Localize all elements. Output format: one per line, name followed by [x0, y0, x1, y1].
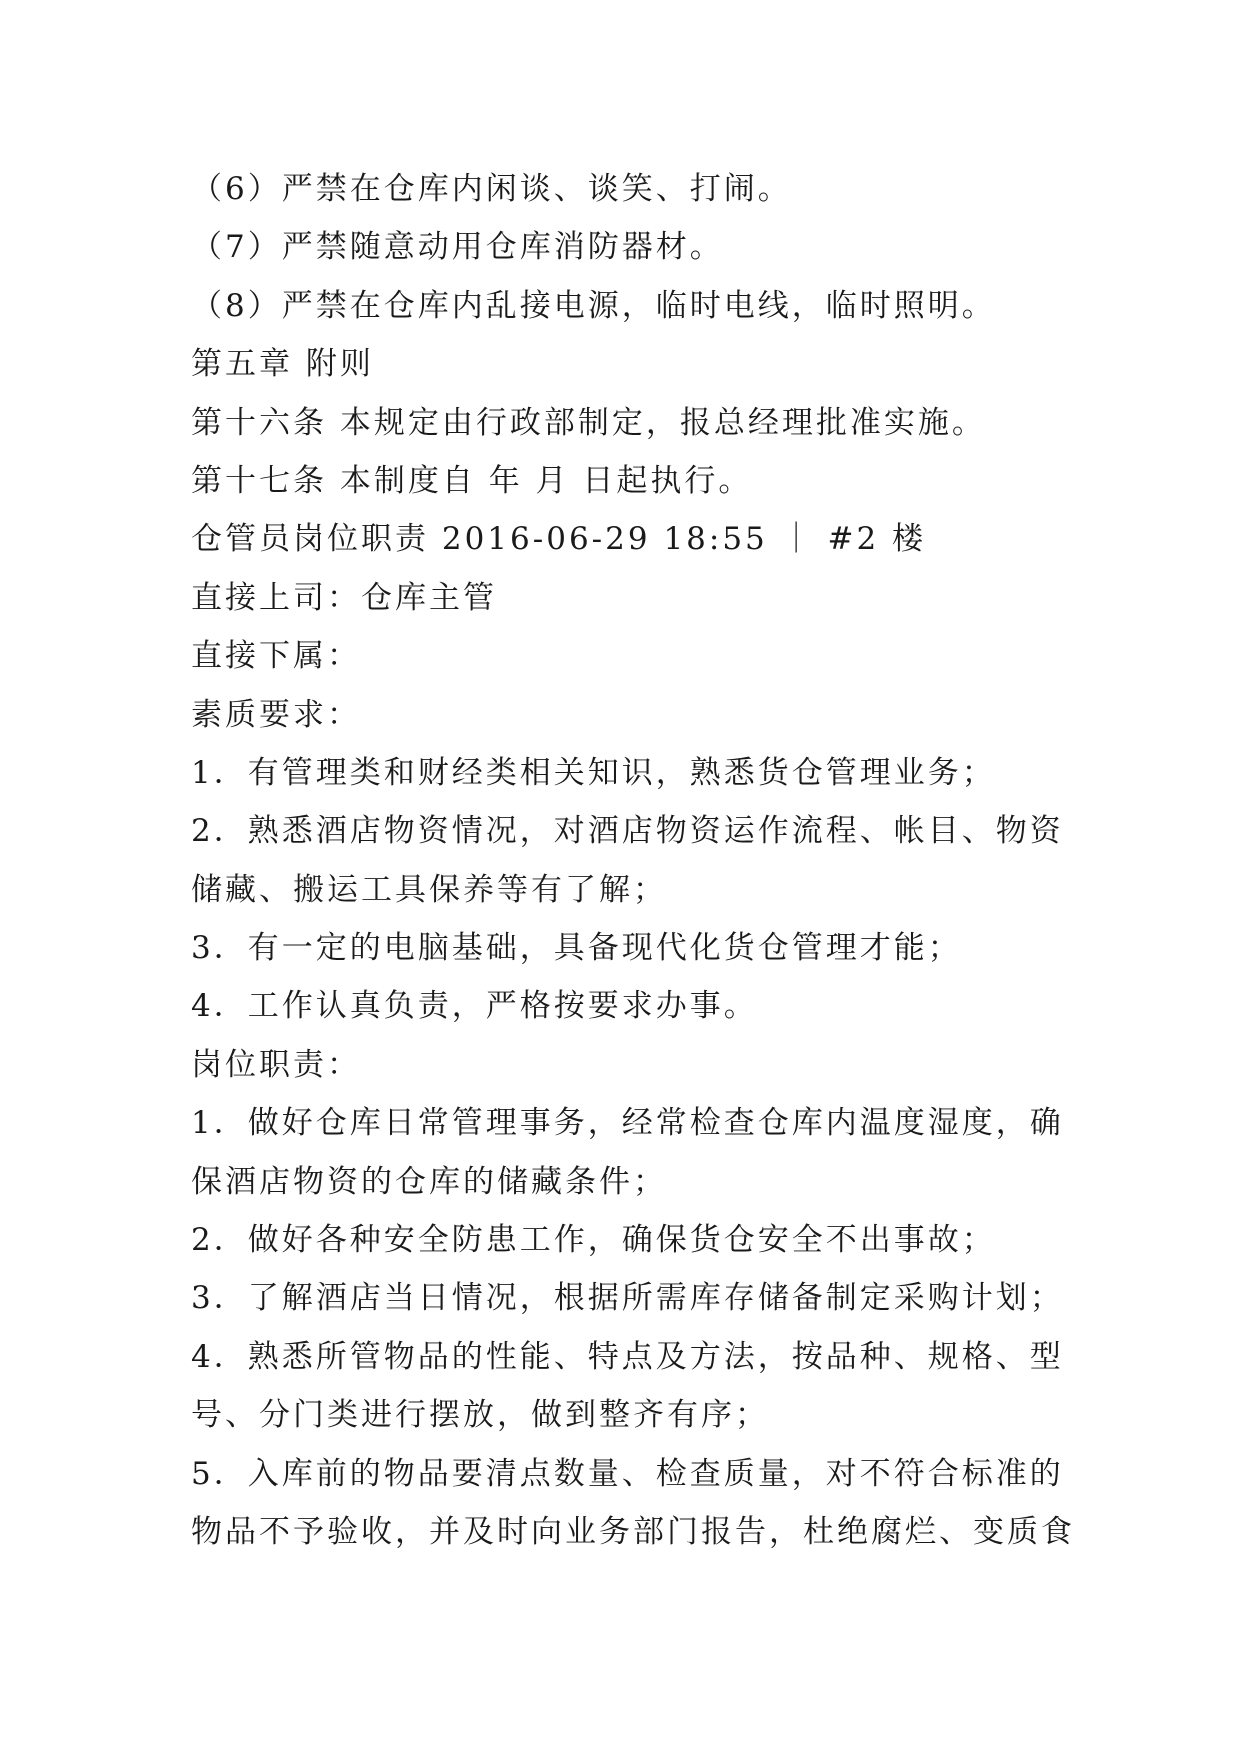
- duty-1: 1．做好仓库日常管理事务，经常检查仓库内温度湿度，确: [191, 1105, 1064, 1142]
- duty-2: 2．做好各种安全防患工作，确保货仓安全不出事故；: [191, 1222, 996, 1259]
- qualification-1: 1．有管理类和财经类相关知识，熟悉货仓管理业务；: [191, 754, 996, 791]
- post-header: 仓管员岗位职责 2016-06-29 18:55 ｜ #2 楼: [191, 521, 927, 558]
- chapter-heading: 第五章 附则: [191, 346, 374, 383]
- qualification-heading: 素质要求：: [191, 696, 361, 733]
- direct-superior: 直接上司：仓库主管: [191, 579, 497, 616]
- rule-item-8: （8）严禁在仓库内乱接电源，临时电线，临时照明。: [191, 287, 996, 324]
- duty-4-cont: 号、分门类进行摆放，做到整齐有序；: [191, 1397, 769, 1434]
- duty-5: 5．入库前的物品要清点数量、检查质量，对不符合标准的: [191, 1455, 1064, 1492]
- rule-item-6: （6）严禁在仓库内闲谈、谈笑、打闹。: [191, 171, 792, 207]
- qualification-3: 3．有一定的电脑基础，具备现代化货仓管理才能；: [191, 930, 962, 967]
- qualification-2: 2．熟悉酒店物资情况，对酒店物资运作流程、帐目、物资: [191, 813, 1064, 850]
- article-16: 第十六条 本规定由行政部制定，报总经理批准实施。: [191, 404, 986, 441]
- duty-1-cont: 保酒店物资的仓库的储藏条件；: [191, 1163, 667, 1200]
- rule-item-7: （7）严禁随意动用仓库消防器材。: [191, 229, 724, 266]
- qualification-2-cont: 储藏、搬运工具保养等有了解；: [191, 871, 667, 908]
- duty-4: 4．熟悉所管物品的性能、特点及方法，按品种、规格、型: [191, 1338, 1064, 1375]
- qualification-4: 4．工作认真负责，严格按要求办事。: [191, 988, 758, 1025]
- duty-5-cont: 物品不予验收，并及时向业务部门报告，杜绝腐烂、变质食: [191, 1513, 1075, 1550]
- document-body: [191, 160, 1075, 1561]
- direct-subordinate: 直接下属：: [191, 638, 361, 675]
- duties-heading: 岗位职责：: [191, 1046, 361, 1083]
- article-17: 第十七条 本制度自 年 月 日起执行。: [191, 462, 753, 499]
- duty-3: 3．了解酒店当日情况，根据所需库存储备制定采购计划；: [191, 1280, 1064, 1317]
